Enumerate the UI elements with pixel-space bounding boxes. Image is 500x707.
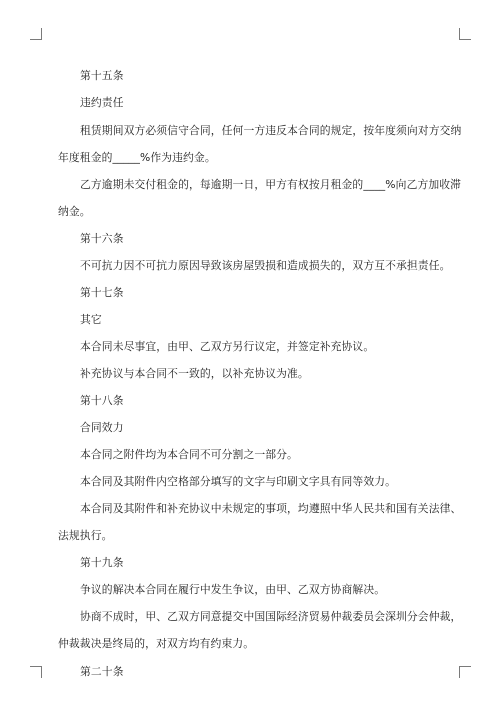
article-heading-16: 第十六条 — [80, 232, 124, 245]
paragraph-line: 争议的解决本合同在履行中发生争议，由甲、乙双方协商解决。 — [80, 583, 386, 596]
paragraph-line: 纳金。 — [58, 205, 91, 218]
article-heading-15: 第十五条 — [80, 69, 124, 82]
section-title-other: 其它 — [80, 313, 102, 326]
section-title-validity: 合同效力 — [80, 421, 124, 434]
paragraph-line: 补充协议与本合同不一致的，以补充协议为准。 — [80, 367, 309, 380]
paragraph-line: 年度租金的_____%作为违约金。 — [58, 151, 216, 164]
paragraph-line: 本合同及其附件和补充协议中未规定的事项，均遵照中华人民共和国有关法律、 — [80, 502, 462, 515]
paragraph-line: 仲裁裁决是终局的，对双方均有约束力。 — [58, 637, 255, 650]
paragraph-line: 协商不成时，甲、乙双方同意提交中国国际经济贸易仲裁委员会深圳分会仲裁， — [80, 610, 462, 623]
section-title-breach: 违约责任 — [80, 96, 124, 109]
article-heading-19: 第十九条 — [80, 556, 124, 569]
article-heading-20: 第二十条 — [80, 665, 124, 678]
paragraph-line: 本合同之附件均为本合同不可分割之一部分。 — [80, 448, 298, 461]
paragraph-line: 本合同未尽事宜，由甲、乙双方另行议定，并签定补充协议。 — [80, 340, 375, 353]
article-heading-18: 第十八条 — [80, 394, 124, 407]
paragraph-line: 租赁期间双方必须信守合同，任何一方违反本合同的规定，按年度须向对方交纳 — [80, 124, 462, 137]
paragraph-line: 法规执行。 — [58, 529, 113, 542]
crop-mark-bottom-left — [30, 666, 42, 678]
crop-mark-top-left — [30, 28, 42, 40]
paragraph-line: 本合同及其附件内空格部分填写的文字与印刷文字具有同等效力。 — [80, 475, 397, 488]
paragraph-line: 乙方逾期未交付租金的，每逾期一日，甲方有权按月租金的____%向乙方加收滞 — [80, 178, 462, 191]
crop-mark-top-right — [459, 28, 471, 40]
article-heading-17: 第十七条 — [80, 286, 124, 299]
paragraph-line: 不可抗力因不可抗力原因导致该房屋毁损和造成损失的，双方互不承担责任。 — [80, 259, 451, 272]
